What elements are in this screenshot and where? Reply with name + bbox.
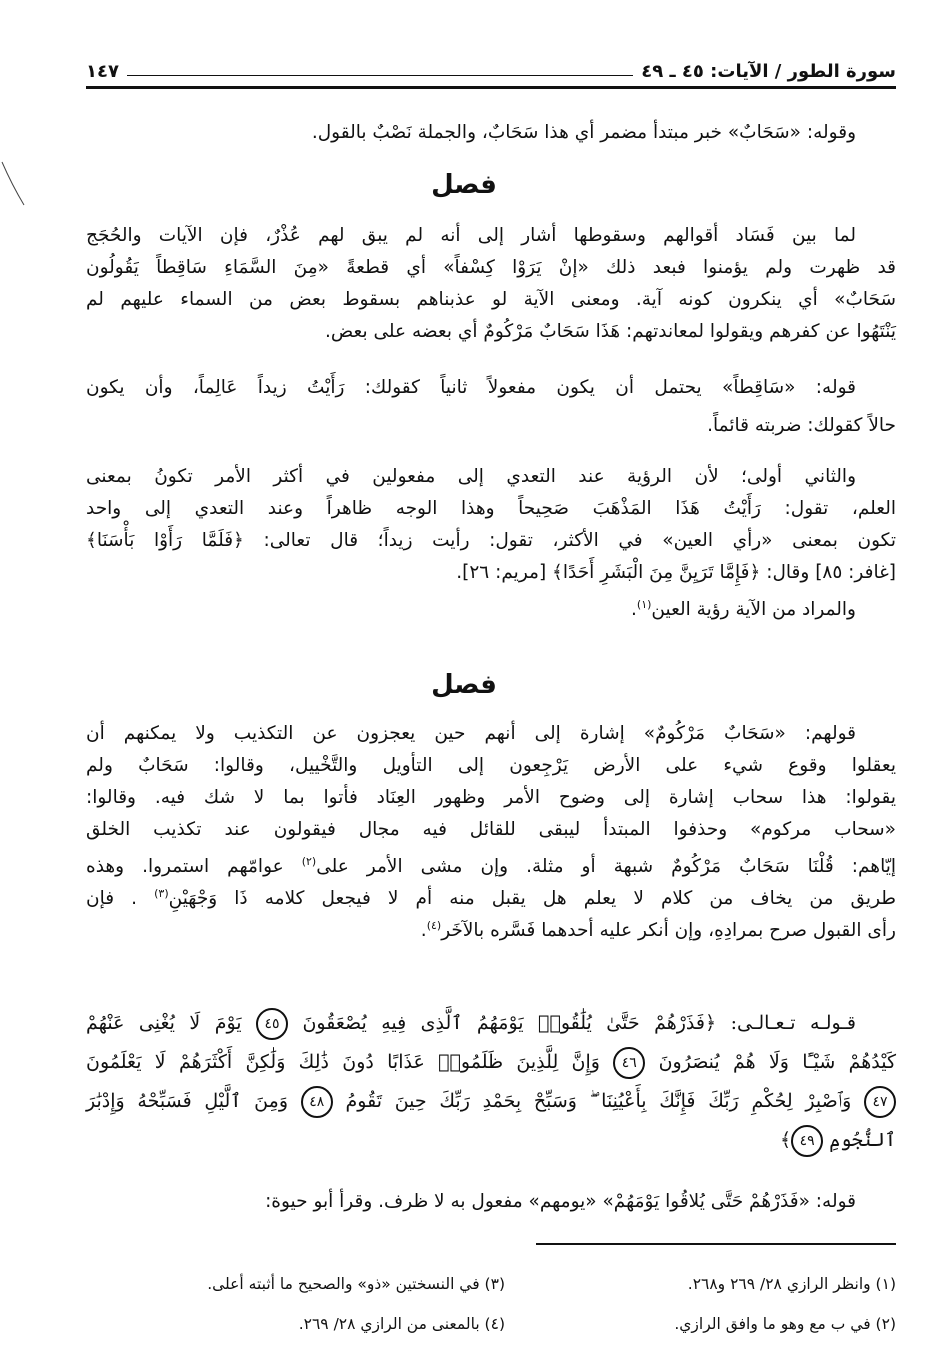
sentence: إيّاهم: قُلْنَا سَحَابٌ مَرْكُومٌ شبهة أو مثلة. وإن مشى الأمر على: [316, 856, 896, 878]
sentence: والمراد من الآية رؤية العين: [651, 599, 856, 621]
paragraph: [86, 372, 896, 442]
text-line: لما بين فَسَاد أقوالهم وسقوطها أشار إلى أنه لم يبق لهم عُذْرٌ، فإن الآيات والحُجَج: [86, 225, 856, 246]
verse-text: ٱلنُّجُومِ: [829, 1129, 896, 1151]
text-line: يعقلوا وقوع شيء على الأرض يَرْجِعون إلى التأويل والتَّخْييل، وقالوا: سَحَابٌ ولم: [86, 755, 896, 776]
text-line: تكون بمعنى «رأي العين» في الأكثر، تقول: رأيت زيداً؛ قال تعالى: ﴿فَلَمَّا رَأَوْا بَأْسَنَا﴾: [86, 530, 896, 551]
footnote-ref[interactable]: (٢): [301, 855, 317, 868]
verse-text: وَإِنَّ لِلَّذِينَ ظَلَمُوا۟ عَذَابًا دُونَ ذَٰلِكَ وَلَٰكِنَّ أَكْثَرَهُمْ لَا يَعْلَمُونَ: [86, 1051, 600, 1073]
ayah-number-marker: ٤٩: [791, 1125, 823, 1157]
footnote-ref[interactable]: (٤): [426, 919, 442, 932]
footnote-ref[interactable]: (٣): [154, 887, 169, 900]
ayah-number-marker: ٤٧: [864, 1086, 896, 1118]
text-line: قوله: «سَاقِطاً» يحتمل أن يكون مفعولاً ثانياً كقولك: رَأَيْتُ زيداً عَالِماً، وأن يكون: [86, 377, 856, 398]
verse-line: [86, 1082, 896, 1121]
verse-line: [86, 1004, 896, 1043]
text-line: يقولوا: هذا سحاب إشارة إلى وضوح الأمر وظهور العِنَاد فأتوا بما لا شك فيه. وقالوا:: [86, 787, 896, 808]
sentence: رأى القبول صرح بمرادِهِ، وإن أنكر عليه أحدهما فَسَّره بالآخَر: [441, 920, 896, 942]
footnote-2: (٢) في ب مع وهو ما وافق الرازي.: [674, 1315, 896, 1333]
text-line: [86, 910, 896, 942]
text-line: والثاني أولى؛ لأن الرؤية عند التعدي إلى مفعولين في أكثر الأمر تكونُ بمعنى: [86, 466, 856, 487]
verse-text: وَٱصْبِرْ لِحُكْمِ رَبِّكَ فَإِنَّكَ بِأَعْيُنِنَا ۖ وَسَبِّحْ بِحَمْدِ رَبِّكَ حِينَ تَقُومُ: [345, 1090, 852, 1112]
sentence: عوامّهم استمروا. وهذه: [86, 856, 284, 878]
sentence: . فإن: [86, 888, 138, 910]
text-line: «سحاب مركوم» وحذفوا المبتدأ ليبقى للقائل فيه مجال فيقولون عند تكذيب الخلق: [86, 819, 896, 840]
text-line: والمراد من الآية رؤية العين$^{(١)}$.: [631, 598, 856, 621]
ayah-number-marker: ٤٨: [301, 1086, 333, 1118]
text-line: حالاً كقولك: ضربته قائماً.: [707, 415, 896, 436]
verse-line: [86, 1043, 896, 1082]
verse-text: وَمِنَ ٱلَّيْلِ فَسَبِّحْهُ وَإِدْبَٰرَ: [86, 1090, 288, 1112]
ayah-number-marker: ٤٦: [613, 1047, 645, 1079]
text-line: [86, 846, 896, 878]
footnote-1: (١) وانظر الرازي ٢٨/ ٢٦٩ و٢٦٨.: [687, 1275, 896, 1293]
footnote-4: (٤) بالمعنى من الرازي ٢٨/ ٢٦٩.: [298, 1315, 505, 1333]
verse-text: ﴾: [780, 1129, 792, 1151]
sentence: طريق من يخاف من كلام لا يعلم هل يقبل منه أم لا فيجعل كلامه ذَا وَجْهَيْنِ: [168, 888, 896, 910]
text-line: العلم، تقول: رَأَيْتُ هَذَا المَذْهَبَ صَحِيحاً وهذا الوجه ظاهراً وعند التعدي إلى واحد: [86, 498, 896, 519]
paragraph: [86, 220, 896, 348]
verse-intro: قـولـه تـعـالـى:: [730, 1012, 856, 1034]
running-header: [86, 52, 896, 82]
text-line: يَنْتَهُوا عن كفرهم ويقولوا لمعاندتهم: هَذَا سَحَابٌ مَرْكُومٌ أي بعضه على بعض.: [325, 321, 896, 342]
verse-text: ﴿فَذَرْهُمْ حَتَّىٰ يُلَٰقُوا۟ يَوْمَهُمُ ٱلَّذِى فِيهِ يُصْعَقُونَ: [302, 1012, 717, 1034]
intro-paragraph: [86, 117, 896, 149]
paragraph: [86, 1186, 896, 1218]
text-line: قد ظهرت ولم يؤمنوا فبعد ذلك «إنْ يَرَوْا كِسْفاً» أي قطعةً «مِنَ السَّمَاءِ سَاقِطاً يَقُولُون: [86, 257, 896, 278]
paragraph: [86, 461, 896, 621]
verse-text: كَيْدُهُمْ شَيْـًٔا وَلَا هُمْ يُنصَرُونَ: [658, 1051, 897, 1073]
text-line: [غافر: ٨٥] وقال: ﴿فَإِمَّا تَرَيِنَّ مِنَ الْبَشَرِ أَحَدًا﴾ [مريم: ٢٦].: [456, 562, 896, 583]
text-line: قولهم: «سَحَابٌ مَرْكُومٌ» إشارة إلى أنهم حين يعجزون عن التكذيب ولا يمكنهم أن: [86, 723, 856, 744]
footnote-ref[interactable]: (١): [636, 598, 652, 611]
paragraph: [86, 718, 896, 942]
section-heading: فصل: [431, 170, 497, 200]
text-line: [86, 878, 896, 910]
page-number: ١٤٧: [86, 61, 119, 82]
verse-line: [86, 1121, 896, 1160]
header-line: [127, 75, 633, 76]
text-line: سَحَابٌ» أي ينكرون كونه آية. ومعنى الآية لو عذبناهم بسقوط بعض من السماء عليهم لم: [86, 289, 896, 310]
sentence: .: [420, 920, 427, 942]
running-title: سورة الطور / الآيات: ٤٥ ـ ٤٩: [641, 61, 896, 82]
text-line: وقوله: «سَحَابٌ» خبر مبتدأ مضمر أي هذا سَحَابٌ، والجملة نَصْبٌ بالقول.: [311, 122, 856, 143]
verse-text: يَوْمَ لَا يُغْنِى عَنْهُمْ: [86, 1012, 242, 1034]
section-heading: فصل: [431, 670, 497, 700]
footnote-rule: [536, 1243, 896, 1245]
ayah-number-marker: ٤٥: [256, 1008, 288, 1040]
text-line: قوله: «فَذَرْهُمْ حَتَّى يُلاقُوا يَوْمَهُمْ» «يومهم» مفعول به لا ظرف. وقرأ أبو حيوة:: [265, 1191, 856, 1212]
header-rule: [86, 86, 896, 89]
footnote-3: (٣) في النسختين «ذو» والصحيح ما أثبته أعلى.: [207, 1275, 505, 1293]
quran-verses: [86, 1004, 896, 1160]
